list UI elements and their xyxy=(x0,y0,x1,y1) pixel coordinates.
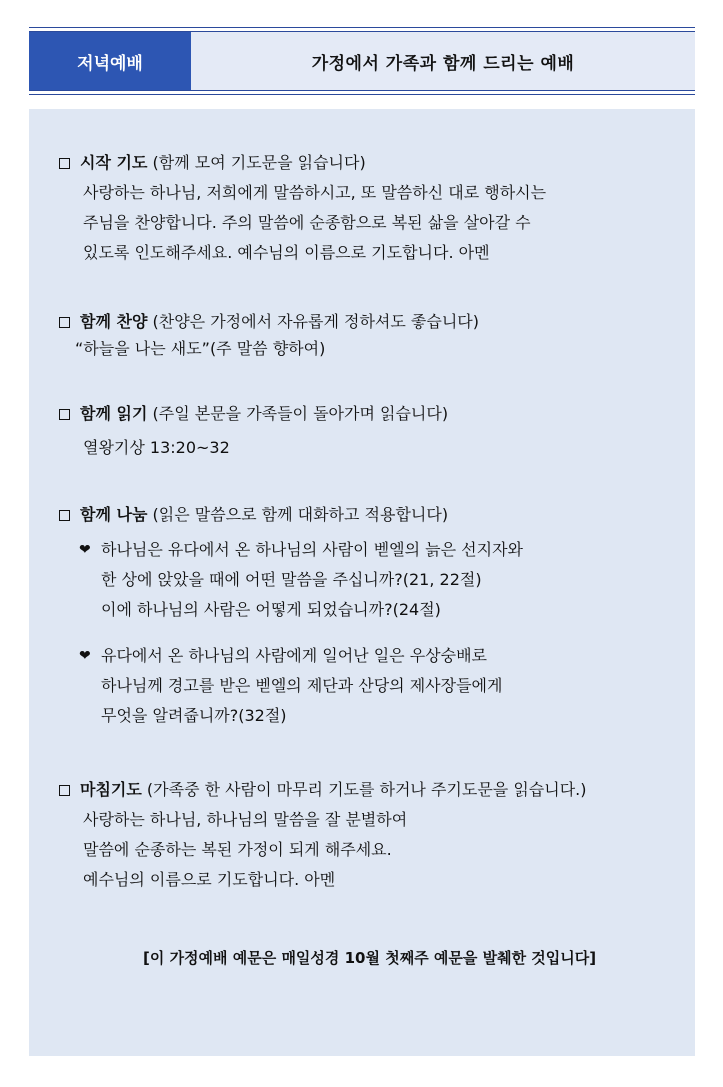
discussion-question xyxy=(59,641,689,731)
page-title: 가정에서 가족과 함께 드리는 예배 xyxy=(311,53,575,74)
section-label: 마침기도 xyxy=(80,780,142,799)
section-opening-prayer xyxy=(59,151,689,268)
section-heading xyxy=(59,151,689,175)
question-line: 무엇을 알려줍니까?(32절) xyxy=(101,706,287,725)
prayer-line: 사랑하는 하나님, 저희에게 말씀하시고, 또 말씀하신 대로 행하시는 xyxy=(83,183,547,202)
prayer-line: 예수님의 이름으로 기도합니다. 아멘 xyxy=(83,870,336,889)
section-note: (주일 본문을 가족들이 돌아가며 읽습니다) xyxy=(152,404,449,423)
section-note: (찬양은 가정에서 자유롭게 정하셔도 좋습니다) xyxy=(152,312,479,331)
section-heading xyxy=(59,402,689,426)
source-note: [이 가정예배 예문은 매일성경 10월 첫째주 예문을 발췌한 것입니다] xyxy=(143,949,597,967)
checkbox-square-icon xyxy=(59,317,70,328)
header-bar xyxy=(29,31,695,91)
worship-content xyxy=(29,109,695,1056)
question-line: 하나님께 경고를 받은 벧엘의 제단과 산당의 제사장들에게 xyxy=(101,676,503,695)
prayer-line: 주님을 찬양합니다. 주의 말씀에 순종함으로 복된 삶을 살아갈 수 xyxy=(83,213,531,232)
prayer-line: 사랑하는 하나님, 하나님의 말씀을 잘 분별하여 xyxy=(83,810,408,829)
section-heading xyxy=(59,503,689,527)
question-line: ❤ 하나님은 유다에서 온 하나님의 사람이 벧엘의 늙은 선지자와 xyxy=(59,535,689,565)
checkbox-square-icon xyxy=(59,158,70,169)
header xyxy=(29,27,695,95)
song-title: “하늘을 나는 새도”(주 말씀 향하여) xyxy=(75,339,326,358)
heart-bullet-icon: ❤ xyxy=(79,542,91,558)
checkbox-square-icon xyxy=(59,510,70,521)
section-praise xyxy=(59,310,689,364)
section-label: 함께 찬양 xyxy=(80,312,148,331)
section-note: (읽은 말씀으로 함께 대화하고 적용합니다) xyxy=(152,505,449,524)
checkbox-square-icon xyxy=(59,785,70,796)
service-tag: 저녁예배 xyxy=(29,32,191,90)
section-label: 함께 나눔 xyxy=(80,505,148,524)
question-line: 한 상에 앉았을 때에 어떤 말씀을 주십니까?(21, 22절) xyxy=(101,570,482,589)
section-note: (함께 모여 기도문을 읽습니다) xyxy=(152,153,366,172)
question-line: ❤ 유다에서 온 하나님의 사람에게 일어난 일은 우상숭배로 xyxy=(59,641,689,671)
section-label: 시작 기도 xyxy=(80,153,148,172)
prayer-line: 말씀에 순종하는 복된 가정이 되게 해주세요. xyxy=(83,840,392,859)
section-note: (가족중 한 사람이 마무리 기도를 하거나 주기도문을 읽습니다.) xyxy=(146,780,587,799)
section-sharing xyxy=(59,503,689,731)
scripture-passage: 열왕기상 13:20~32 xyxy=(83,438,230,457)
prayer-line: 있도록 인도해주세요. 예수님의 이름으로 기도합니다. 아멘 xyxy=(83,243,490,262)
question-line: 이에 하나님의 사람은 어떻게 되었습니까?(24절) xyxy=(101,600,441,619)
section-heading xyxy=(59,310,689,334)
heart-bullet-icon: ❤ xyxy=(79,648,91,664)
checkbox-square-icon xyxy=(59,409,70,420)
section-reading xyxy=(59,402,689,463)
section-closing-prayer xyxy=(59,778,689,895)
section-heading xyxy=(59,778,689,802)
section-label: 함께 읽기 xyxy=(80,404,148,423)
discussion-question xyxy=(59,535,689,625)
